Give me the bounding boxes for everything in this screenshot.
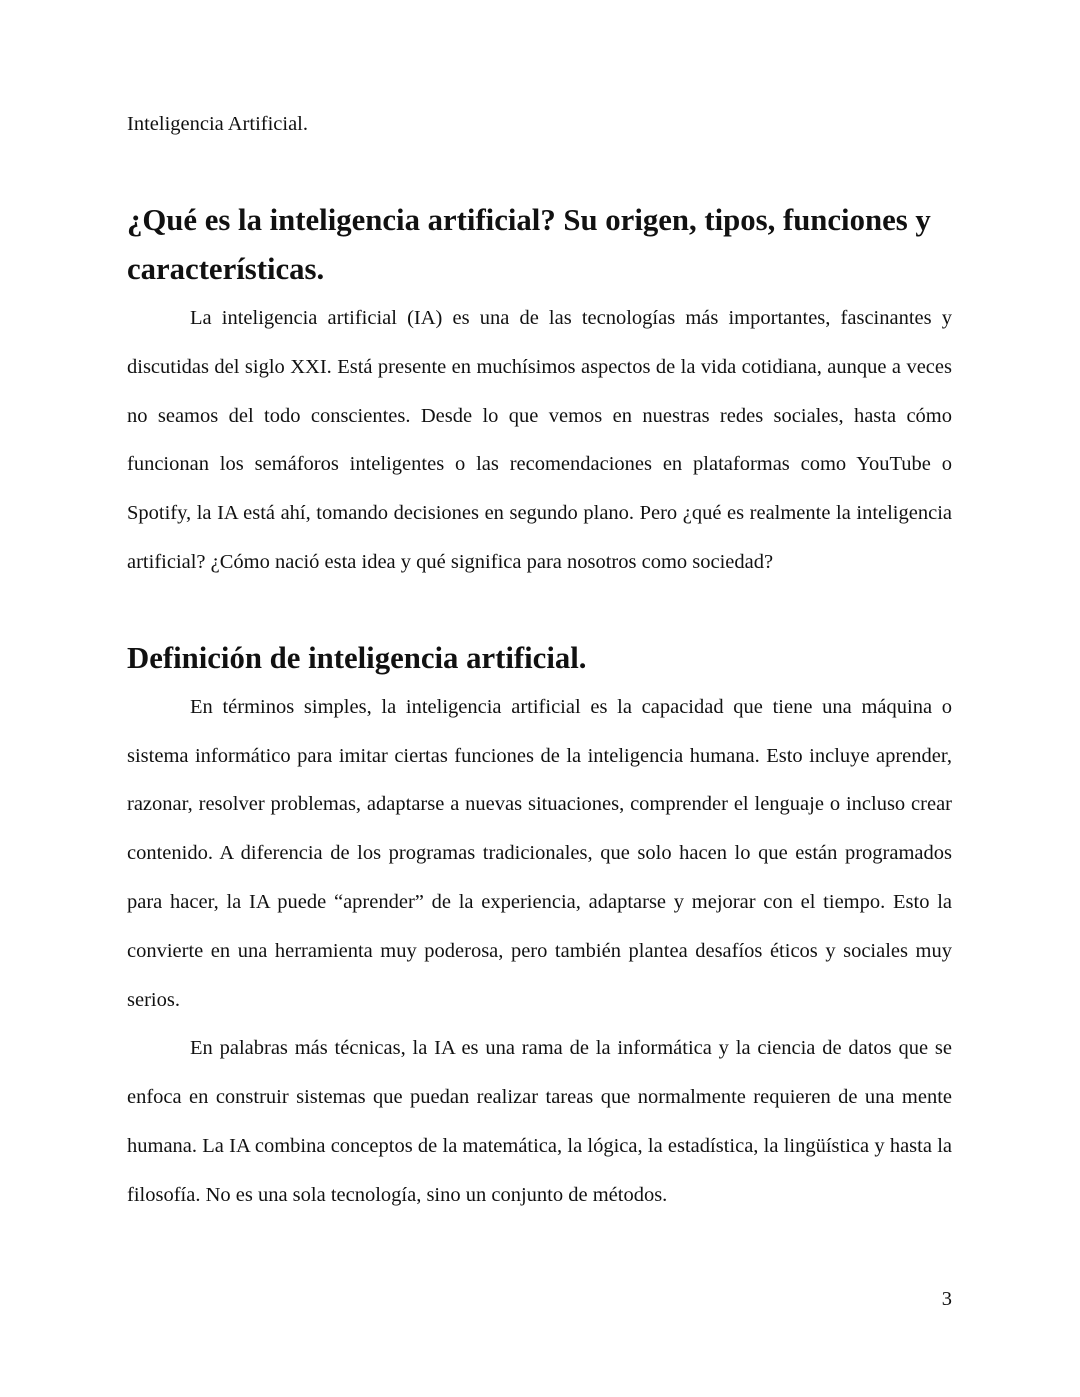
page-content [127, 100, 952, 1220]
paragraph-introduccion: La inteligencia artificial (IA) es una de las tecnologías más importantes, fascinantes y discutidas del siglo XXI. Está presente en muchísimos aspectos de la vida cotidiana, aunque a veces no seamos del todo conscientes. Desde lo que vemos en nuestras redes sociales, hasta cómo funcionan los semáforos inteligentes o las recomendaciones en plataformas como YouTube o Spotify, la IA está ahí, tomando decisiones en segundo plano. Pero ¿qué es realmente la inteligencia artificial? ¿Cómo nació esta idea y qué significa para nosotros como sociedad? [127, 307, 952, 573]
carryover-text: Inteligencia Artificial. [127, 113, 309, 135]
paragraph-definicion-tecnica: En palabras más técnicas, la IA es una rama de la informática y la ciencia de datos que se enfoca en construir sistemas que puedan realizar tareas que normalmente requieren de una mente humana. La IA combina conceptos de la matemática, la lógica, la estadística, la lingüística y hasta la filosofía. No es una sola tecnología, sino un conjunto de métodos. [127, 1037, 952, 1206]
paragraph-definicion-simple: En términos simples, la inteligencia artificial es la capacidad que tiene una máquina o sistema informático para imitar ciertas funciones de la inteligencia humana. Esto incluye aprender, razonar, resolver problemas, adaptarse a nuevas situaciones, comprender el lenguaje o incluso crear contenido. A diferencia de los programas tradicionales, que solo hacen lo que están programados para hacer, la IA puede “aprender” de la experiencia, adaptarse y mejorar con el tiempo. Esto la convierte en una herramienta muy poderosa, pero también plantea desafíos éticos y sociales muy serios. [127, 695, 952, 1011]
section-spacer [127, 149, 952, 196]
page-number: 3 [941, 1288, 952, 1310]
section-heading-definicion: Definición de inteligencia artificial. [127, 640, 587, 675]
section-heading-que-es-ia: ¿Qué es la inteligencia artificial? Su origen, tipos, funciones y características. [127, 203, 931, 286]
section-spacer [127, 587, 952, 634]
